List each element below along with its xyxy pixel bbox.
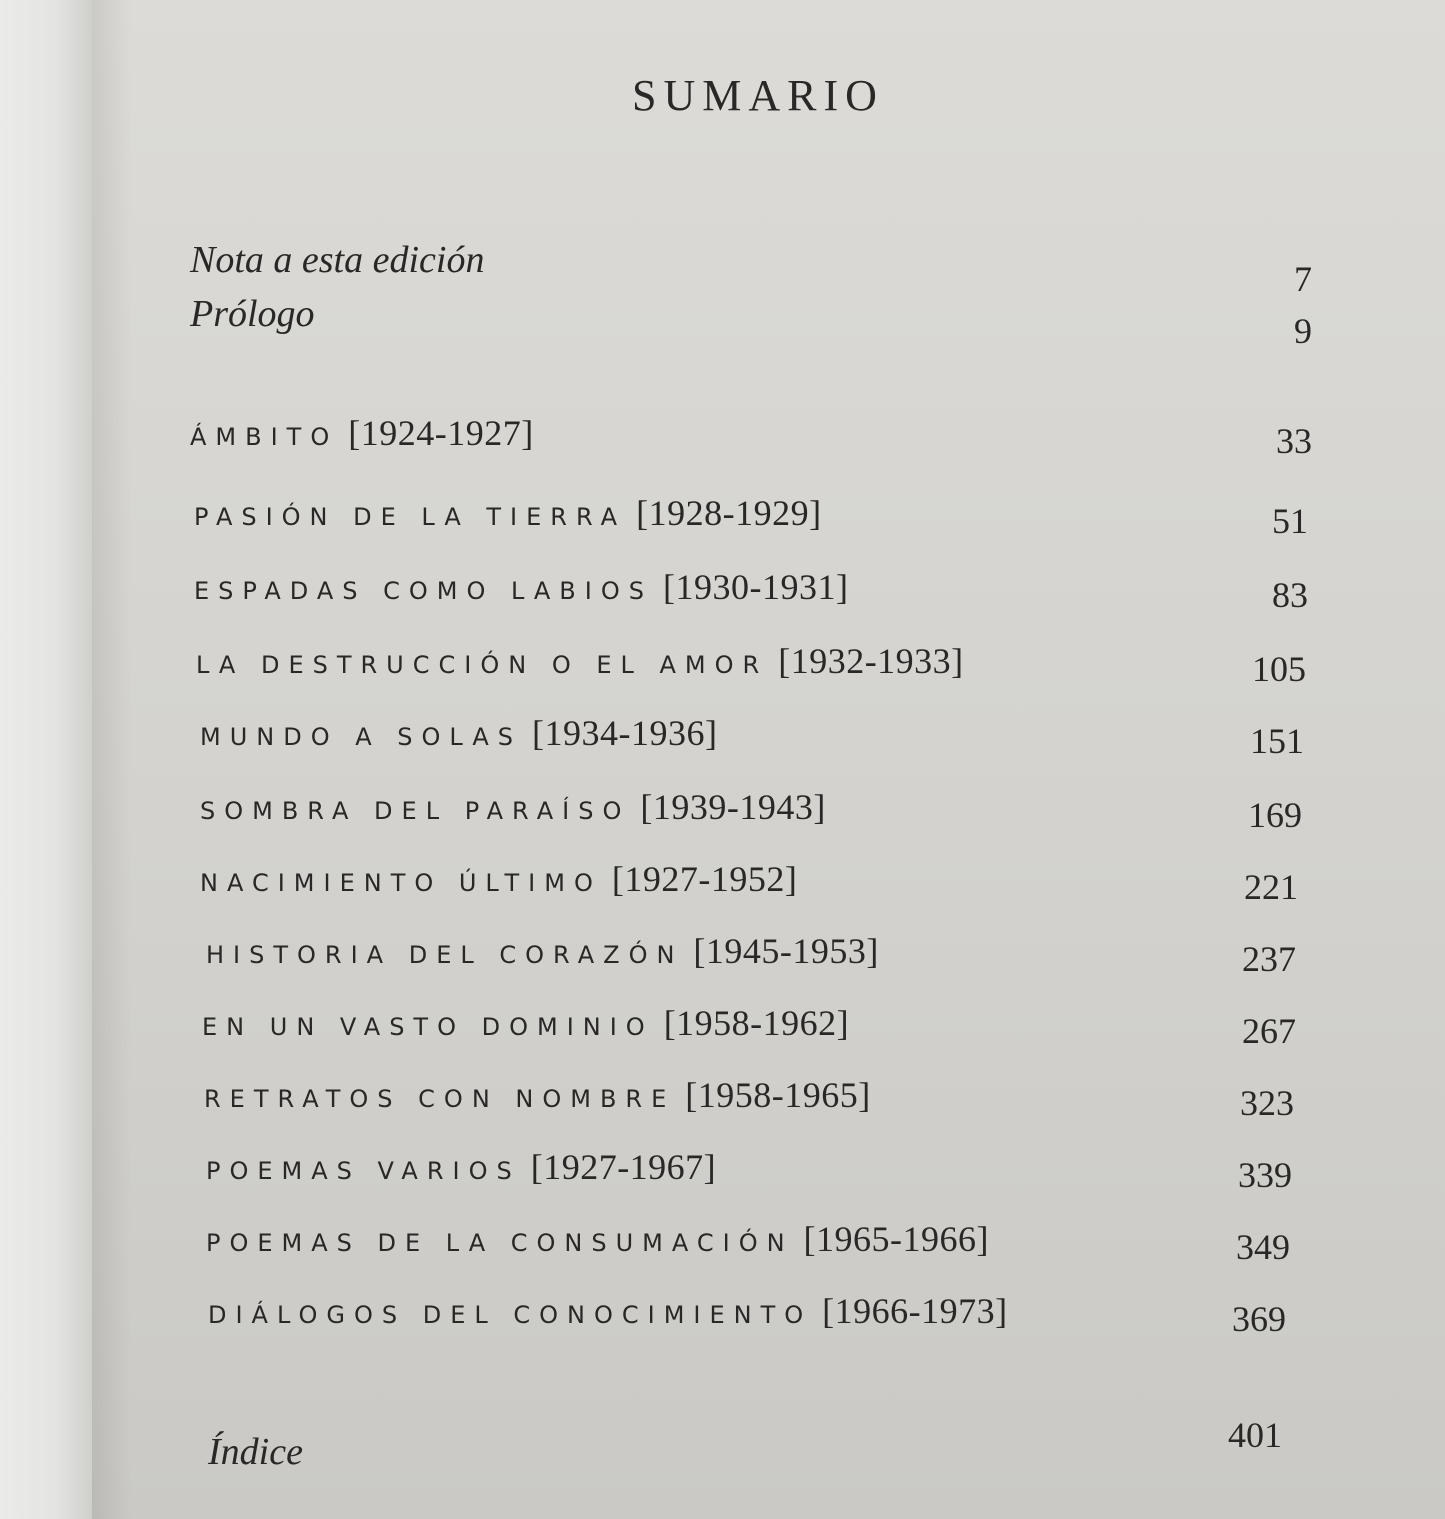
toc-index-page: 401 bbox=[1228, 1415, 1282, 1455]
toc-entry bbox=[194, 566, 848, 608]
toc-entry bbox=[200, 858, 797, 900]
toc-entry-page: 151 bbox=[1250, 721, 1304, 761]
toc-entry bbox=[196, 640, 964, 682]
toc-entry-years: [1932-1933] bbox=[778, 641, 964, 681]
toc-entry-years: [1930-1931] bbox=[662, 567, 849, 607]
toc-entry-page: 237 bbox=[1242, 939, 1296, 979]
toc-entry-years: [1939-1943] bbox=[640, 787, 826, 827]
toc-entry-page: 369 bbox=[1232, 1299, 1286, 1339]
toc-entry-title: PASIÓN DE LA TIERRA bbox=[194, 503, 627, 531]
toc-front-page-nota: 7 bbox=[1294, 259, 1312, 299]
toc-entry-years: [1965-1966] bbox=[803, 1219, 990, 1259]
toc-entry-page: 221 bbox=[1244, 867, 1298, 907]
toc-entry-page: 33 bbox=[1276, 421, 1312, 461]
toc-entry bbox=[206, 1218, 989, 1260]
toc-entry-page: 267 bbox=[1242, 1011, 1296, 1051]
toc-index-label: Índice bbox=[208, 1431, 303, 1473]
toc-entry bbox=[190, 412, 534, 454]
toc-entry bbox=[208, 1290, 1008, 1332]
toc-entry-title: LA DESTRUCCIÓN O EL AMOR bbox=[196, 651, 769, 679]
toc-entry-years: [1958-1965] bbox=[685, 1075, 871, 1115]
toc-entry-years: [1927-1967] bbox=[530, 1147, 717, 1187]
toc-entry-title: DIÁLOGOS DEL CONOCIMIENTO bbox=[208, 1301, 813, 1329]
toc-entry-years: [1934-1936] bbox=[531, 713, 718, 753]
book-gutter bbox=[0, 0, 92, 1519]
toc-entry bbox=[204, 1074, 871, 1116]
toc-entry-title: ESPADAS COMO LABIOS bbox=[194, 577, 653, 605]
toc-entry-title: POEMAS VARIOS bbox=[206, 1157, 521, 1185]
toc-entry bbox=[202, 1002, 849, 1044]
toc-entry-years: [1945-1953] bbox=[693, 931, 879, 971]
toc-entry-page: 105 bbox=[1252, 649, 1306, 689]
toc-entry-years: [1928-1929] bbox=[636, 493, 822, 533]
toc-entry-title: ÁMBITO bbox=[190, 423, 339, 451]
toc-entry-title: HISTORIA DEL CORAZÓN bbox=[206, 941, 684, 969]
toc-entry-title: MUNDO A SOLAS bbox=[200, 723, 522, 751]
toc-front-label-nota: Nota a esta edición bbox=[190, 239, 485, 281]
toc-entry-page: 51 bbox=[1272, 501, 1308, 541]
toc-entry-page: 83 bbox=[1272, 575, 1308, 615]
toc-entry bbox=[200, 712, 717, 754]
toc-entry-page: 323 bbox=[1240, 1083, 1294, 1123]
toc-entry-title: EN UN VASTO DOMINIO bbox=[202, 1013, 654, 1041]
toc-entry-years: [1966-1973] bbox=[822, 1291, 1008, 1331]
toc-entry-page: 169 bbox=[1248, 795, 1302, 835]
toc-entry-title: SOMBRA DEL PARAÍSO bbox=[200, 797, 631, 825]
toc-entry-title: POEMAS DE LA CONSUMACIÓN bbox=[206, 1229, 794, 1257]
toc-front-label-prologo: Prólogo bbox=[190, 293, 315, 335]
toc-entry-years: [1927-1952] bbox=[611, 859, 798, 899]
page-title: SUMARIO bbox=[632, 71, 884, 120]
toc-entry bbox=[194, 492, 822, 534]
toc-entry bbox=[206, 930, 879, 972]
toc-entry-years: [1958-1962] bbox=[663, 1003, 850, 1043]
toc-entry-title: NACIMIENTO ÚLTIMO bbox=[200, 869, 602, 897]
toc-front-page-prologo: 9 bbox=[1294, 311, 1312, 351]
toc-entry-page: 339 bbox=[1238, 1155, 1292, 1195]
toc-entry bbox=[206, 1146, 716, 1188]
toc-entry bbox=[200, 786, 826, 828]
toc-entry-years: [1924-1927] bbox=[348, 413, 534, 453]
toc-entry-page: 349 bbox=[1236, 1227, 1290, 1267]
toc-entry-title: RETRATOS CON NOMBRE bbox=[204, 1085, 676, 1113]
